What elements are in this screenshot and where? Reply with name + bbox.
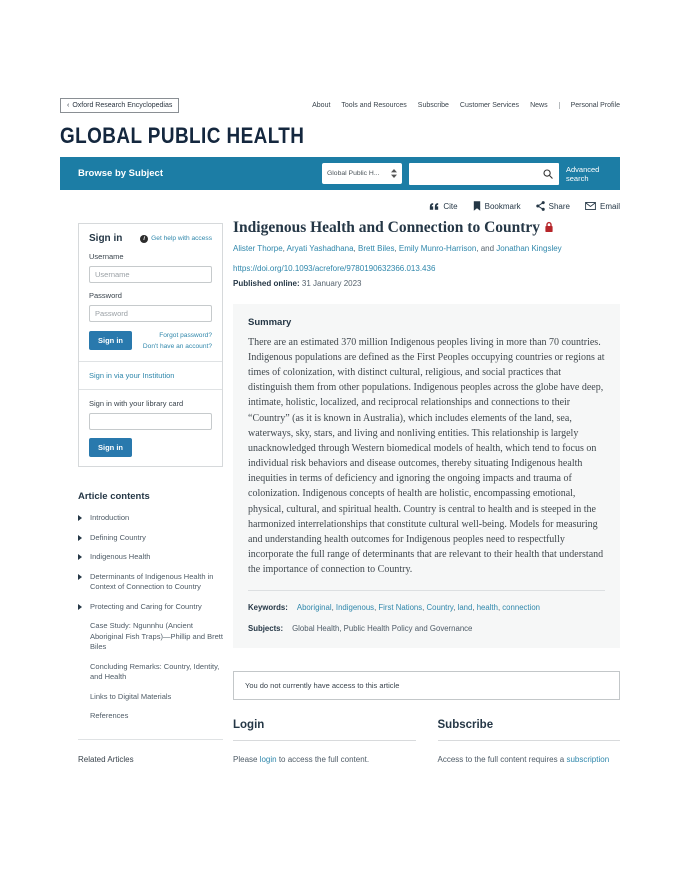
library-card-field[interactable] xyxy=(89,413,212,430)
password-label: Password xyxy=(89,291,122,300)
username-label: Username xyxy=(89,252,124,261)
forgot-password-link[interactable]: Forgot password? xyxy=(159,332,212,339)
subjects-label: Subjects: xyxy=(248,624,284,634)
published-line xyxy=(233,279,620,288)
site-logo[interactable]: GLOBAL PUBLIC HEALTH xyxy=(60,123,305,148)
bookmark-icon xyxy=(473,201,481,211)
keywords-row xyxy=(248,602,605,614)
email-icon xyxy=(585,202,596,210)
author-separator: , xyxy=(394,243,399,253)
keywords-label: Keywords: xyxy=(248,602,288,612)
contents-item-label: Links to Digital Materials xyxy=(90,691,172,701)
contents-item-label: Protecting and Caring for Country xyxy=(90,601,202,611)
select-updown-icon xyxy=(391,169,397,178)
contents-item-label: Case Study: Ngunnhu (Ancient Aboriginal Fish Traps)—Phillip and Brett Biles xyxy=(90,621,223,652)
keywords-list xyxy=(297,603,540,612)
login-title: Login xyxy=(233,718,265,731)
share-icon xyxy=(536,201,545,211)
expand-triangle-icon[interactable] xyxy=(78,604,82,610)
no-access-notice: You do not currently have access to this article xyxy=(233,671,620,700)
author-separator: , xyxy=(353,243,358,253)
author xyxy=(358,244,399,253)
contents-item[interactable] xyxy=(78,572,223,593)
author xyxy=(399,244,496,253)
contents-item-label: Indigenous Health xyxy=(90,552,151,562)
password-field[interactable] xyxy=(89,305,212,322)
top-nav-link[interactable]: News xyxy=(530,102,548,109)
subscribe-text: Access to the full content requires a subscription xyxy=(437,754,610,764)
top-nav-link[interactable]: Subscribe xyxy=(417,102,449,109)
login-text: Please login to access the full content. xyxy=(233,754,370,764)
top-nav-link[interactable]: Customer Services xyxy=(459,102,520,109)
top-header xyxy=(60,98,620,113)
cite-quotes-icon xyxy=(429,202,439,210)
email-label: Email xyxy=(599,201,620,211)
bookmark-button[interactable] xyxy=(473,201,521,211)
contents-item-label: Defining Country xyxy=(90,532,146,542)
share-label: Share xyxy=(548,201,570,211)
search-box xyxy=(409,163,559,185)
login-subscribe-columns xyxy=(233,719,620,766)
no-account-link[interactable]: Don't have an account? xyxy=(142,342,212,350)
author-link[interactable]: Aryati Yashadhana xyxy=(286,243,354,253)
keyword-link[interactable]: health xyxy=(476,602,498,612)
keyword-link[interactable]: Country xyxy=(426,602,454,612)
article-contents-title: Article contents xyxy=(78,491,150,503)
signin-title: Sign in xyxy=(89,233,123,244)
expand-triangle-icon[interactable] xyxy=(78,535,82,541)
sidebar xyxy=(78,199,223,764)
search-group xyxy=(322,163,608,185)
keyword xyxy=(458,603,477,612)
email-button[interactable] xyxy=(585,201,620,211)
author-link[interactable]: Brett Biles xyxy=(358,243,395,253)
share-button[interactable] xyxy=(536,201,570,211)
keyword-link[interactable]: First Nations xyxy=(378,602,423,612)
summary-text: There are an estimated 370 million Indigenous peoples living in more than 70 countries. Indigenous populations are defined as the First Peoples occupying countries or regions at times of colonization, with distinct cultural, religious, and social practices that distinguish them from other populations. Indigenous peoples across the globe have deep, intimate, holistic, localized, and reciprocal relationships and connections to their “Country” (as it is known in Australia), which includes elements of the land, sea, waterways, sky, stars, and living and nonliving entities. This relationship is largely unacknowledged through Western biomedical models of health, which tend to focus on individual risk behaviors and disease outcomes, thereby situating Indigenous health inequities in terms of deficiency and ignoring the ongoing impacts and trauma of colonization. Indigenous concepts of health are holistic, encompassing emotional, physical, cultural, and spiritual health. Country is central to health and is steeped in the harmonized interrelationships that constitute cultural well-being. Models for measuring and understanding health outcomes for Indigenous peoples need to respectfully incorporate the full range of determinants that are relevant to their health that understand the importance of connection to Country. xyxy=(248,336,605,576)
keyword xyxy=(297,603,336,612)
keyword xyxy=(477,603,503,612)
keyword xyxy=(427,603,458,612)
article-content xyxy=(233,199,620,766)
keyword-separator: , xyxy=(453,602,458,612)
keyword-separator: , xyxy=(472,602,477,612)
author-separator: , xyxy=(282,243,287,253)
related-articles-link[interactable]: Related Articles xyxy=(78,754,134,764)
keyword xyxy=(378,603,426,612)
keyword-link[interactable]: Aboriginal xyxy=(296,602,332,612)
summary-box xyxy=(233,304,620,648)
published-label: Published online: xyxy=(233,278,300,288)
author-link[interactable]: Emily Munro-Harrison xyxy=(398,243,477,253)
contents-item[interactable] xyxy=(78,621,223,653)
keyword-separator: , xyxy=(497,602,503,612)
contents-item[interactable] xyxy=(78,533,223,544)
article-title: Indigenous Health and Connection to Country xyxy=(233,219,620,238)
keyword-separator: , xyxy=(374,602,379,612)
top-nav-link[interactable]: Tools and Resources xyxy=(341,102,407,109)
author-link[interactable]: Jonathan Kingsley xyxy=(496,243,562,253)
keyword xyxy=(502,603,540,612)
contents-item-label: Determinants of Indigenous Health in Context of Connection to Country xyxy=(90,571,214,592)
browse-search-bar xyxy=(60,157,620,190)
sidebar-divider xyxy=(78,739,223,740)
author xyxy=(287,244,358,253)
contents-item-label: Concluding Remarks: Country, Identity, and Health xyxy=(90,661,220,682)
keyword-link[interactable]: connection xyxy=(502,602,540,612)
library-card-label: Sign in with your library card xyxy=(89,399,184,409)
back-chevron-icon: ‹ xyxy=(67,102,70,109)
get-help-label: Get help with access xyxy=(151,235,212,242)
institution-signin-link[interactable]: Sign in via your Institution xyxy=(89,371,175,381)
contents-item-label: Introduction xyxy=(90,513,130,523)
login-rule xyxy=(233,740,416,741)
contents-item[interactable] xyxy=(78,513,223,524)
keyword-link[interactable]: land xyxy=(457,602,473,612)
advanced-search-link[interactable]: Advanced search xyxy=(566,164,600,183)
login-link[interactable]: login xyxy=(259,754,277,764)
summary-divider xyxy=(248,590,605,591)
expand-triangle-icon[interactable] xyxy=(78,515,82,521)
author-separator: , and xyxy=(476,243,497,253)
author xyxy=(233,244,287,253)
login-column xyxy=(233,719,416,766)
search-scope-value: Global Public H... xyxy=(327,170,380,177)
expand-triangle-icon[interactable] xyxy=(78,554,82,560)
back-button-label: Oxford Research Encyclopedias xyxy=(72,102,173,109)
info-icon: i xyxy=(140,235,148,243)
keyword xyxy=(336,603,379,612)
subjects-value: Global Health, Public Health Policy and Governance xyxy=(292,624,473,634)
expand-triangle-icon[interactable] xyxy=(78,574,82,580)
top-nav xyxy=(312,98,620,109)
author xyxy=(496,244,561,253)
contents-item[interactable] xyxy=(78,711,223,722)
search-input[interactable] xyxy=(415,163,539,185)
search-scope-select[interactable] xyxy=(322,163,402,184)
cite-button[interactable] xyxy=(429,201,457,211)
top-nav-link[interactable]: About xyxy=(312,102,331,109)
summary-title: Summary xyxy=(248,316,292,328)
locked-access-icon xyxy=(544,221,554,233)
subscribe-title: Subscribe xyxy=(437,718,494,731)
keyword-link[interactable]: Indigenous xyxy=(335,602,375,612)
signin-divider xyxy=(79,389,222,390)
page xyxy=(60,0,620,766)
browse-by-subject-link[interactable]: Browse by Subject xyxy=(78,168,163,179)
subscribe-column xyxy=(438,719,621,766)
main-area xyxy=(60,199,620,766)
keyword-separator: , xyxy=(422,602,427,612)
top-nav-link[interactable]: Personal Profile xyxy=(559,102,620,109)
published-date: 31 January 2023 xyxy=(301,278,362,288)
subscription-link[interactable]: subscription xyxy=(566,754,610,764)
contents-item[interactable] xyxy=(78,692,223,703)
cite-label: Cite xyxy=(443,201,458,211)
keyword-separator: , xyxy=(331,602,336,612)
article-contents-list xyxy=(78,513,223,722)
library-sign-in-button[interactable]: Sign in xyxy=(89,438,132,457)
doi-link[interactable]: https://doi.org/10.1093/acrefore/9780190632366.013.436 xyxy=(233,263,436,273)
contents-item[interactable] xyxy=(78,552,223,563)
bookmark-label: Bookmark xyxy=(484,201,521,211)
signin-box xyxy=(78,223,223,467)
author-link[interactable]: Alister Thorpe xyxy=(233,243,283,253)
subjects-row xyxy=(248,623,605,635)
get-help-with-access-link[interactable] xyxy=(140,235,212,243)
signin-divider xyxy=(79,361,222,362)
contents-item[interactable] xyxy=(78,602,223,613)
contents-item[interactable] xyxy=(78,662,223,683)
username-field[interactable] xyxy=(89,266,212,283)
article-actions xyxy=(233,201,620,211)
oxford-encyclopedias-back-button[interactable] xyxy=(60,98,179,113)
sign-in-button[interactable]: Sign in xyxy=(89,331,132,350)
contents-item-label: References xyxy=(90,711,129,721)
author-list xyxy=(233,243,620,255)
search-icon[interactable] xyxy=(543,169,553,179)
subscribe-rule xyxy=(438,740,621,741)
